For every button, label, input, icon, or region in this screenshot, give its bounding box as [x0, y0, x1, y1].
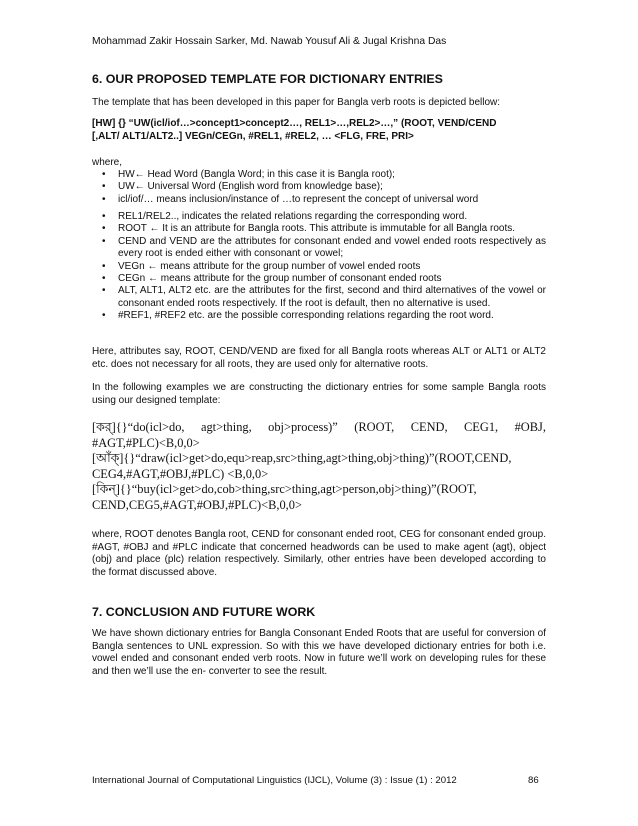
list-item: • ALT, ALT1, ALT2 etc. are the attributes for the first, second and third alternatives of the vowel or consonant ended roots respectively. If the root is default, then no alternative is used.: [102, 285, 546, 309]
paragraph-where-root: where, ROOT denotes Bangla root, CEND for consonant ended root, CEG for consonant ended group. #AGT, #OBJ and #PLC indicate that concerned headwords can be used to make agent (agt), object (obj) and place (plc) relation respectively. Similarly, other entries have been developed according to the format discussed above.: [92, 529, 546, 578]
section-6-intro: The template that has been developed in this paper for Bangla verb roots is depicted bellow:: [92, 97, 501, 108]
example-3-line-1: [কিন্]{}“buy(icl>get>do,cob>thing,src>thing,agt>person,obj>thing)”(ROOT,: [92, 482, 477, 496]
bullet-dot-icon: •: [102, 193, 106, 205]
footer-journal: International Journal of Computational Linguistics (IJCL), Volume (3) : Issue (1) : 2012: [92, 775, 457, 786]
list-item: • ROOT ← It is an attribute for Bangla roots. This attribute is immutable for all Bangla roots.: [102, 223, 516, 235]
list-item: • #REF1, #REF2 etc. are the possible corresponding relations regarding the root word.: [102, 310, 494, 322]
running-head-authors: Mohammad Zakir Hossain Sarker, Md. Nawab Yousuf Ali & Jugal Krishna Das: [92, 36, 447, 47]
example-2-line-1: [আঁক্]{}“draw(icl>get>do,equ>reap,src>thing,agt>thing,obj>thing)”(ROOT,CEND,: [92, 451, 512, 465]
template-definition: [92, 118, 546, 143]
list-item: • UW← Universal Word (English word from knowledge base);: [102, 181, 383, 193]
bullet-dot-icon: •: [102, 260, 106, 272]
list-item: • HW← Head Word (Bangla Word; in this case it is Bangla root);: [102, 169, 395, 180]
bullet-dot-icon: •: [102, 181, 106, 193]
bullet-list-b: [92, 211, 546, 323]
example-entries: [92, 420, 546, 513]
bullet-list-a: [92, 169, 546, 206]
bullet-dot-icon: •: [102, 223, 106, 235]
bullet-dot-icon: •: [102, 235, 106, 247]
page-number: 86: [528, 775, 539, 786]
bullet-dot-icon: •: [102, 273, 106, 285]
section-6-heading: 6. OUR PROPOSED TEMPLATE FOR DICTIONARY ENTRIES: [92, 72, 443, 86]
paragraph-examples-intro: In the following examples we are constructing the dictionary entries for some sample Bangla roots using our designed template:: [92, 382, 546, 406]
list-item: • CEGn ← means attribute for the group number of consonant ended roots: [102, 273, 442, 285]
example-2-line-2: CEG4,#AGT,#OBJ,#PLC) <B,0,0>: [92, 466, 269, 481]
paragraph-attributes: Here, attributes say, ROOT, CEND/VEND are fixed for all Bangla roots whereas ALT or ALT1 or ALT2 etc. does not necessary for all roots, they are used only for alternative roots.: [92, 346, 546, 370]
template-line-2: [,ALT/ ALT1/ALT2..] VEGn/CEGn, #REL1, #REL2, … <FLG, FRE, PRI>: [92, 130, 414, 142]
section-7-heading: 7. CONCLUSION AND FUTURE WORK: [92, 605, 316, 619]
paragraph-conclusion: We have shown dictionary entries for Bangla Consonant Ended Roots that are useful for conversion of Bangla sentences to UNL expression. So with this we have developed dictionary entries for both i.e. vowel ended and consonant ended verb roots. Now in future we’ll work on developing rules for these and then we’ll use the en- converter to see the result.: [92, 628, 546, 677]
example-1-line-2: #AGT,#PLC)<B,0,0>: [92, 435, 200, 450]
bullet-dot-icon: •: [102, 310, 106, 322]
list-item: • CEND and VEND are the attributes for consonant ended and vowel ended roots respectively as every root is ended either with consonant or vowel;: [102, 235, 546, 260]
template-line-1: [HW] {} “UW(icl/iof…>concept1>concept2…, REL1>…,REL2>…,” (ROOT, VEND/CEND: [92, 118, 497, 129]
list-item: • icl/iof/… means inclusion/instance of …to represent the concept of universal word: [102, 193, 479, 205]
list-item: • VEGn ← means attribute for the group number of vowel ended roots: [102, 260, 421, 272]
bullet-dot-icon: •: [102, 285, 106, 297]
bullet-dot-icon: •: [102, 169, 106, 180]
example-3-line-2: CEND,CEG5,#AGT,#OBJ,#PLC)<B,0,0>: [92, 497, 302, 512]
bullet-dot-icon: •: [102, 211, 106, 222]
where-label: where,: [92, 157, 123, 168]
list-item: • REL1/REL2.., indicates the related relations regarding the corresponding word.: [102, 211, 468, 222]
example-1-line-1: [কর্]{}“do(icl>do, agt>thing, obj>process)” (ROOT, CEND, CEG1, #OBJ,: [92, 420, 546, 434]
